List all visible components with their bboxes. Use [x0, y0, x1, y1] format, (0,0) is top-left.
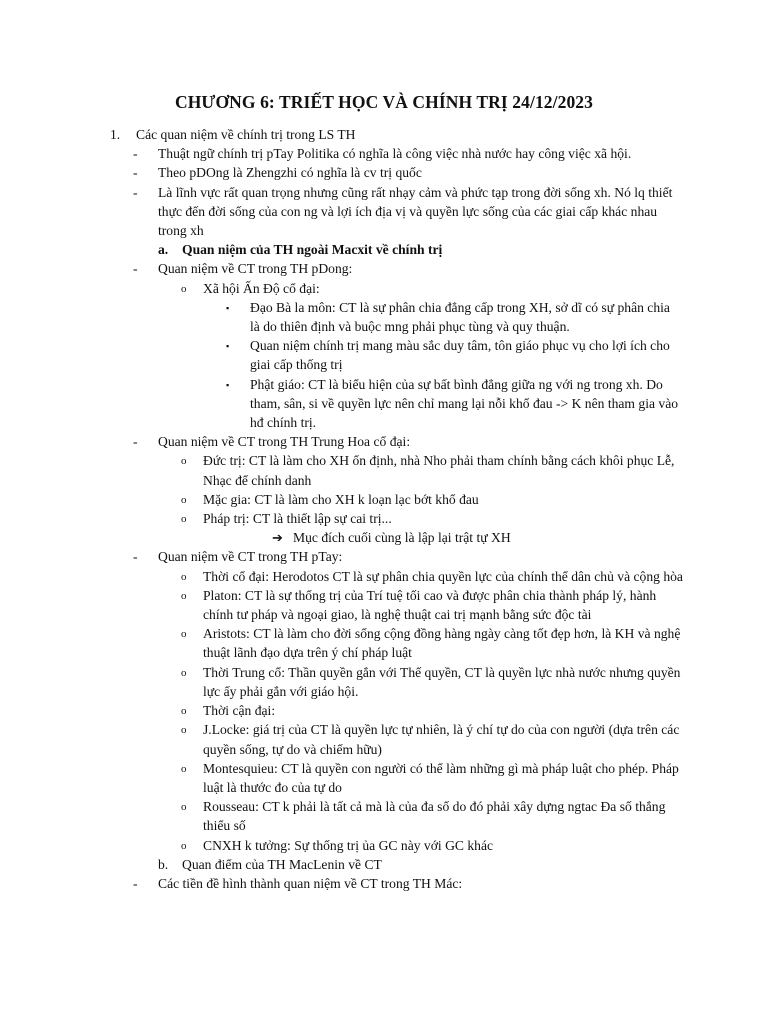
- list-item: [0, 259, 678, 278]
- list-item-text: Mặc gia: CT là làm cho XH k loạn lạc bớt khổ đau: [203, 491, 479, 507]
- list-item: [0, 624, 685, 662]
- list-item-text: Đức trị: CT là làm cho XH ổn định, nhà Nho phải tham chính bằng cách khôi phục Lễ, Nhạc để chính danh: [203, 453, 675, 488]
- circle-bullet: o: [181, 724, 187, 737]
- circle-bullet: o: [181, 705, 187, 718]
- list-item: [0, 336, 680, 374]
- list-item-text: Montesquieu: CT là quyền con người có thể làm những gì mà pháp luật cho phép. Pháp luật là thước đo của tự do: [203, 760, 679, 795]
- list-item-text: Các tiền đề hình thành quan niệm về CT trong TH Mác:: [158, 875, 463, 891]
- list-item-text: Thời cận đại:: [203, 703, 276, 719]
- list-item-text: Quan niệm chính trị mang màu sắc duy tâm, tôn giáo phục vụ cho lợi ích cho giai cấp thống trị: [250, 338, 670, 373]
- dash-bullet: -: [133, 261, 138, 277]
- square-bullet: ▪: [226, 341, 230, 352]
- list-item: [0, 720, 685, 758]
- list-item-text: Mục đích cuối cùng là lập lại trật tự XH: [293, 530, 511, 546]
- dash-bullet: -: [133, 549, 138, 565]
- list-item-text: Quan niệm về CT trong TH pTay:: [158, 549, 343, 565]
- circle-bullet: o: [181, 762, 187, 775]
- list-item-text: Các quan niệm về chính trị trong LS TH: [136, 127, 356, 142]
- list-item-text: Thời cổ đại: Herodotos CT là sự phân chia quyền lực của chính thể dân chủ và cộng hòa: [203, 568, 683, 584]
- dash-bullet: -: [133, 165, 138, 181]
- list-item: [0, 567, 685, 586]
- list-item: [0, 183, 678, 241]
- list-item-text: Phật giáo: CT là biểu hiện của sự bất bình đẳng giữa ng với ng trong xh. Do tham, sân, si về quyền lực nên chỉ mang lại nỗi khổ đau -> K nên tham gia vào hđ chính trị.: [250, 376, 679, 431]
- dash-bullet: -: [133, 184, 138, 200]
- dash-bullet: -: [133, 875, 138, 891]
- section-heading-text: Quan niệm của TH ngoài Macxit về chính trị: [182, 242, 443, 258]
- list-item: [0, 528, 768, 547]
- circle-bullet: o: [181, 455, 187, 468]
- section-heading-text: Quan điểm của TH MacLenin về CT: [182, 856, 382, 872]
- list-item: [0, 509, 685, 528]
- section-heading: [0, 855, 768, 874]
- list-item-text: CNXH k tưởng: Sự thống trị ủa GC này với GC khác: [203, 837, 494, 853]
- list-item: [0, 547, 678, 566]
- list-item-text: Theo pDOng là Zhengzhi có nghĩa là cv trị quốc: [158, 165, 422, 181]
- list-item: [0, 836, 685, 855]
- list-item-text: Platon: CT là sự thống trị của Trí tuệ tối cao và được phân chia thành pháp lý, hành chính tư pháp và ngoại giao, là nghệ thuật cai trị mạnh bằng sức độc tài: [203, 587, 657, 623]
- circle-bullet: o: [181, 666, 187, 679]
- document-body: [0, 125, 768, 893]
- page-title: CHƯƠNG 6: TRIẾT HỌC VÀ CHÍNH TRỊ 24/12/2023: [174, 92, 594, 112]
- square-bullet: ▪: [226, 302, 230, 313]
- circle-bullet: o: [181, 801, 187, 814]
- list-item: [0, 874, 678, 893]
- list-item-text: Thuật ngữ chính trị pTay Politika có nghĩa là công việc nhà nước hay công việc xã hội.: [158, 146, 632, 162]
- circle-bullet: o: [181, 570, 187, 583]
- list-item-text: Xã hội Ấn Độ cổ đại:: [203, 280, 320, 296]
- circle-bullet: o: [181, 513, 187, 526]
- circle-bullet: o: [181, 589, 187, 602]
- list-item-text: Aristots: CT là làm cho đời sống cộng đồng hàng ngày càng tốt đẹp hơn, là KH và nghệ thuật lãnh đạo dựa trên ý chí pháp luật: [203, 626, 681, 661]
- list-item: [0, 375, 680, 433]
- arrow-icon: ➔: [272, 530, 283, 546]
- list-item: [0, 298, 680, 336]
- section-heading: [0, 240, 768, 259]
- dash-bullet: -: [133, 434, 138, 450]
- list-item-text: J.Locke: giá trị của CT là quyền lực tự nhiên, là ý chí tự do của con người (dựa trên các quyền sống, tự do và chiếm hữu): [203, 722, 680, 757]
- list-item-text: Pháp trị: CT là thiết lập sự cai trị...: [203, 511, 392, 527]
- list-item: [0, 490, 685, 509]
- list-item: [0, 701, 685, 720]
- list-item: [0, 125, 768, 144]
- section-marker: a.: [158, 242, 169, 258]
- list-item: [0, 163, 678, 182]
- list-item: [0, 586, 685, 624]
- list-item: [0, 759, 685, 797]
- list-item-text: Là lĩnh vực rất quan trọng nhưng cũng rất nhạy cảm và phức tạp trong đời sống xh. Nó lq thiết thực đến đời sống của con ng và lợi ích địa vị và quyền lực sống của các giai cấp khác nhau trong xh: [158, 184, 673, 239]
- list-item: [0, 663, 685, 701]
- list-item-text: Thời Trung cổ: Thần quyền gắn với Thế quyền, CT là quyền lực nhà nước nhưng quyền lực ấy phải gắn với giáo hội.: [203, 664, 681, 699]
- list-item-text: Rousseau: CT k phải là tất cả mà là của đa số do đó phải xây dựng ngtac Đa số thắng thiểu số: [203, 799, 666, 834]
- list-item-text: Quan niệm về CT trong TH pDong:: [158, 261, 353, 277]
- list-item: [0, 432, 678, 451]
- circle-bullet: o: [181, 493, 187, 506]
- list-item-text: Đạo Bà la môn: CT là sự phân chia đẳng cấp trong XH, sở dĩ có sự phân chia là do thiên định và buộc mng phải phục tùng và quy thuận.: [250, 299, 670, 335]
- list-item: [0, 451, 685, 489]
- circle-bullet: o: [181, 628, 187, 641]
- square-bullet: ▪: [226, 379, 230, 390]
- list-item: [0, 144, 678, 163]
- dash-bullet: -: [133, 146, 138, 162]
- list-item: [0, 797, 685, 835]
- list-marker: 1.: [110, 127, 121, 142]
- list-item-text: Quan niệm về CT trong TH Trung Hoa cổ đại:: [158, 434, 411, 450]
- circle-bullet: o: [181, 839, 187, 852]
- section-marker: b.: [158, 856, 169, 872]
- circle-bullet: o: [181, 282, 187, 295]
- list-item: [0, 279, 685, 298]
